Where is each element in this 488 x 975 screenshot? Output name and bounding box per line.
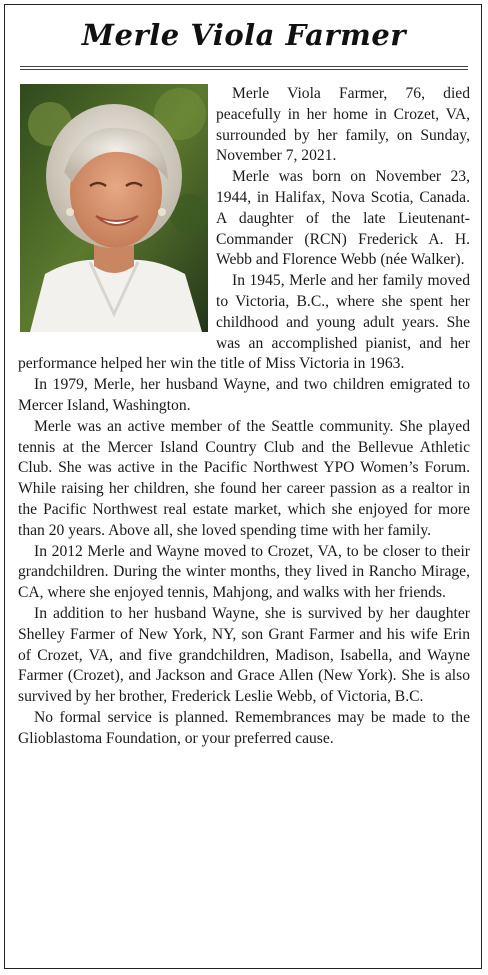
obituary-title: Merle Viola Farmer — [81, 18, 407, 52]
obituary-body — [18, 84, 470, 750]
title-rule-top — [20, 66, 468, 67]
photo-spacer — [18, 84, 216, 354]
paragraph: No formal service is planned. Remembrances may be made to the Glioblastoma Foundation, or your preferred cause. — [18, 708, 470, 747]
paragraph: In 1945, Merle and her family moved to Victoria, B.C., where she spent her childhood and young adult years. She was an accomplished pianist, and her performance helped her win the title of Miss Victoria in 1963. — [18, 272, 470, 373]
title-rule-bottom — [20, 69, 468, 70]
paragraph: In 2012 Merle and Wayne moved to Crozet, VA, to be closer to their grandchildren. During the winter months, they lived in Rancho Mirage, CA, where she enjoyed tennis, Mahjong, and walks with her friends. — [18, 542, 470, 602]
paragraph: Merle Viola Farmer, 76, died peacefully in her home in Crozet, VA, surrounded by her family, on Sunday, November 7, 2021. — [216, 85, 470, 165]
paragraph: Merle was an active member of the Seattle community. She played tennis at the Mercer Island Country Club and the Bellevue Athletic Club. She was active in the Pacific Northwest YPO Women’s Forum. While raising her children, she found her career passion as a realtor in the Pacific Northwest real estate market, which she enjoyed for more than 20 years. Above all, she loved spending time with her family. — [18, 417, 470, 539]
paragraph: In 1979, Merle, her husband Wayne, and two children emigrated to Mercer Island, Washington. — [18, 376, 470, 414]
paragraph: Merle was born on November 23, 1944, in Halifax, Nova Scotia, Canada. A daughter of the late Lieutenant-Commander (RCN) Frederick A. H. Webb and Florence Webb (née Walker). — [216, 168, 470, 269]
paragraph: In addition to her husband Wayne, she is survived by her daughter Shelley Farmer of New York, NY, son Grant Farmer and his wife Erin of Crozet, VA, and five grandchildren, Madison, Isabella, and Wayne Farmer (Crozet), and Jackson and Grace Allen (New York). She is also survived by her brother, Frederick Leslie Webb, of Victoria, B.C. — [18, 604, 470, 706]
